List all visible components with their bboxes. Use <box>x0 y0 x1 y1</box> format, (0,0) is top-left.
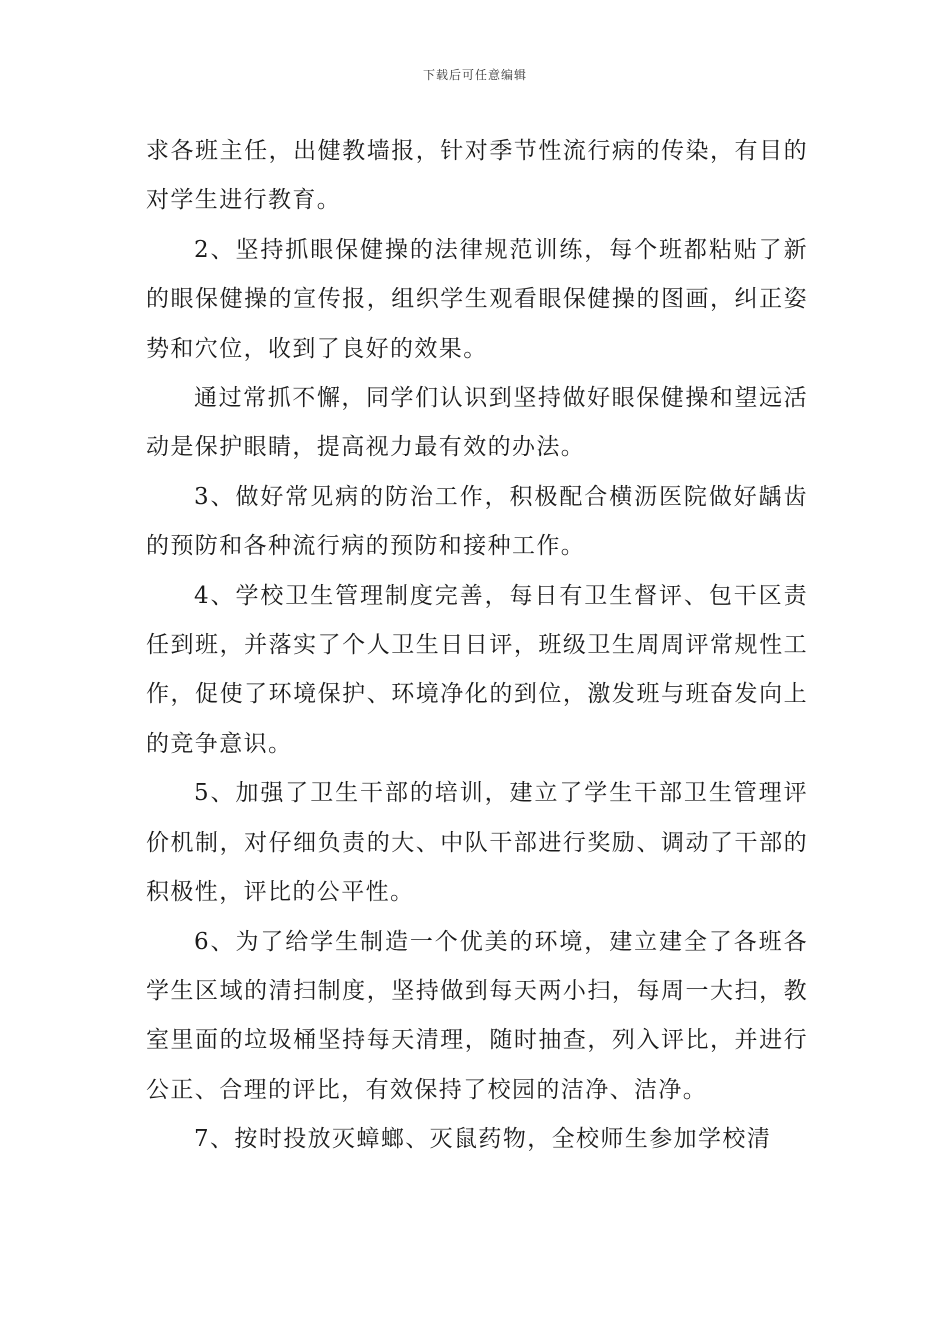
paragraph-5: 4、学校卫生管理制度完善，每日有卫生督评、包干区责任到班，并落实了个人卫生日日评，班级卫生周周评常规性工作，促使了环境保护、环境净化的到位，激发班与班奋发向上的竞争意识。 <box>146 582 808 757</box>
paragraph-7: 6、为了给学生制造一个优美的环境，建立建全了各班各学生区域的清扫制度，坚持做到每天两小扫，每周一大扫，教室里面的垃圾桶坚持每天清理，随时抽查，列入评比，并进行公正、合理的评比，有效保持了校园的洁净、洁净。 <box>146 928 808 1103</box>
page-header-note: 下载后可任意编辑 <box>422 68 527 82</box>
paragraph-8: 7、按时投放灭蟑螂、灭鼠药物，全校师生参加学校清 <box>194 1126 772 1153</box>
paragraph-2: 2、坚持抓眼保健操的法律规范训练，每个班都粘贴了新的眼保健操的宣传报，组织学生观看眼保健操的图画，纠正姿势和穴位，收到了良好的效果。 <box>146 236 808 362</box>
document-body <box>146 127 808 1165</box>
paragraph-4: 3、做好常见病的防治工作，积极配合横沥医院做好龋齿的预防和各种流行病的预防和接种工作。 <box>146 483 808 560</box>
paragraph-6: 5、加强了卫生干部的培训，建立了学生干部卫生管理评价机制，对仔细负责的大、中队干部进行奖励、调动了干部的积极性，评比的公平性。 <box>146 780 808 906</box>
paragraph-3: 通过常抓不懈，同学们认识到坚持做好眼保健操和望远活动是保护眼睛，提高视力最有效的办法。 <box>146 385 808 461</box>
paragraph-1: 求各班主任，出健教墙报，针对季节性流行病的传染，有目的对学生进行教育。 <box>146 138 808 214</box>
